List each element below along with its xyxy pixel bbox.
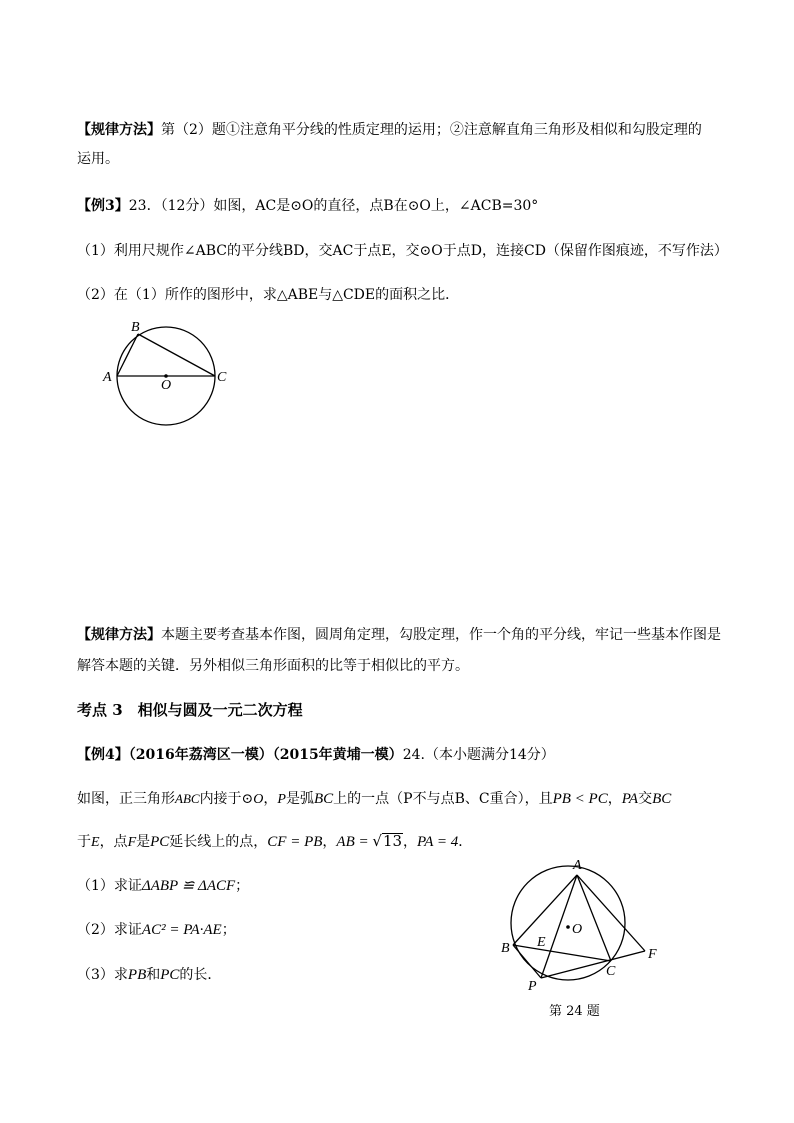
math-congruence: ΔABP ≌ ΔACF [141, 878, 236, 894]
figure-caption: 第 24 题 [549, 1004, 600, 1019]
text: （1）求证 [77, 878, 142, 894]
text: 交 [638, 791, 653, 807]
label-c: C [217, 370, 227, 385]
label-b: B [501, 941, 510, 956]
math-bc: BC [652, 791, 672, 807]
example3-question2 [77, 285, 459, 305]
math-sqrt-13: 13 [382, 832, 403, 850]
text: 如图，正三角形 [77, 791, 175, 807]
example3-q2-text: （2）在（1）所作的图形中，求△ABE与△CDE的面积之比． [77, 287, 460, 303]
method-tag-2: 【规律方法】 [77, 627, 161, 643]
text: ， [322, 834, 337, 850]
method-text-line1: 第（2）题①注意角平分线的性质定理的运用；②注意解直角三角形及相似和勾股定理的 [161, 122, 702, 138]
example4-problem-line2: 于E，点F是PC延长线上的点，CF = PB，AB = √13，PA = 4． [77, 832, 473, 850]
text: 是弧 [285, 791, 314, 807]
math-pb: PB [127, 967, 147, 983]
example4-header-rest: 24.（本小题满分14分） [402, 747, 555, 763]
math-bc: BC [313, 791, 334, 807]
label-p: P [528, 979, 537, 994]
math-inequality: PB < PC [552, 791, 608, 807]
example3-figure [95, 315, 255, 435]
example4-header [77, 745, 555, 765]
label-b: B [131, 320, 140, 335]
center-point [566, 925, 570, 929]
example3-tag: 【例3】 [77, 198, 129, 214]
example3-question1 [77, 241, 728, 261]
text: 和 [146, 967, 161, 983]
segment-bc [513, 945, 611, 961]
text: 是 [136, 834, 151, 850]
method-tag: 【规律方法】 [77, 122, 161, 138]
math-pc: PC [150, 834, 170, 850]
text: 延长线上的点， [169, 834, 268, 850]
example4-problem-line1 [77, 789, 671, 810]
text: （2）求证 [77, 922, 142, 938]
section-heading [77, 700, 303, 720]
segment-bc [138, 334, 215, 376]
math-pa-eq: PA = 4 [417, 834, 459, 850]
method2-text-line2: 解答本题的关键．另外相似三角形面积的比等于相似比的平方。 [77, 658, 469, 674]
label-o: O [572, 922, 583, 937]
math-f: F [127, 835, 137, 850]
text: ， [263, 791, 278, 807]
example4-tag: 【例4】 [77, 747, 129, 763]
text: ； [221, 922, 236, 938]
method-paragraph-2-cont [77, 656, 469, 676]
text: ，点 [99, 834, 128, 850]
text: 内接于⊙ [199, 791, 254, 807]
text: 于 [77, 834, 91, 850]
label-a: A [573, 858, 582, 873]
method-paragraph-1-cont [77, 149, 119, 169]
example3-q1-text: （1）利用尺规作∠ABC的平分线BD，交AC于点E，交⊙O于点D，连接CD（保留作图痕迹，不写作法） [77, 243, 728, 259]
method2-text-line1: 本题主要考查基本作图，圆周角定理，勾股定理，作一个角的平分线，牢记一些基本作图是 [161, 627, 721, 643]
label-c: C [606, 964, 616, 979]
segment-ab [117, 334, 138, 376]
example4-question2 [77, 920, 236, 940]
method-paragraph-1 [77, 120, 702, 140]
text: 的长． [179, 967, 222, 983]
text: ． [458, 834, 473, 850]
example4-source: （2016年荔湾区一模）（2015年黄埔一模） [128, 747, 403, 763]
text: ， [403, 834, 418, 850]
example4-question3 [77, 965, 221, 985]
example4-figure [490, 855, 670, 995]
label-a: A [103, 370, 112, 385]
math-pa: PA [621, 791, 639, 807]
math-e: E [91, 835, 100, 850]
math-cf-eq: CF = PB [267, 834, 323, 850]
math-p: P [277, 792, 286, 807]
text: 上的一点（P不与点B、C重合），且 [333, 791, 553, 807]
math-ab-eq: AB = [336, 834, 373, 850]
method-paragraph-2 [77, 625, 721, 645]
math-pc: PC [160, 967, 180, 983]
section-heading-text: 考点 3 相似与圆及一元二次方程 [77, 701, 303, 719]
text: ， [607, 791, 622, 807]
text: （3）求 [77, 967, 128, 983]
segment-ac [577, 875, 611, 961]
math-equation: AC² = PA·AE [141, 922, 222, 938]
method-text-line2: 运用。 [77, 151, 119, 167]
label-o: O [161, 378, 172, 393]
example4-question1 [77, 876, 249, 896]
math-o: O [253, 792, 264, 807]
text: ； [235, 878, 250, 894]
example3-header-text: 23．（12分）如图，AC是⊙O的直径，点B在⊙O上，∠ACB=30° [128, 198, 539, 214]
example3-header [77, 196, 538, 216]
math-abc: ABC [175, 791, 200, 806]
label-e: E [537, 935, 546, 950]
label-f: F [648, 947, 657, 962]
